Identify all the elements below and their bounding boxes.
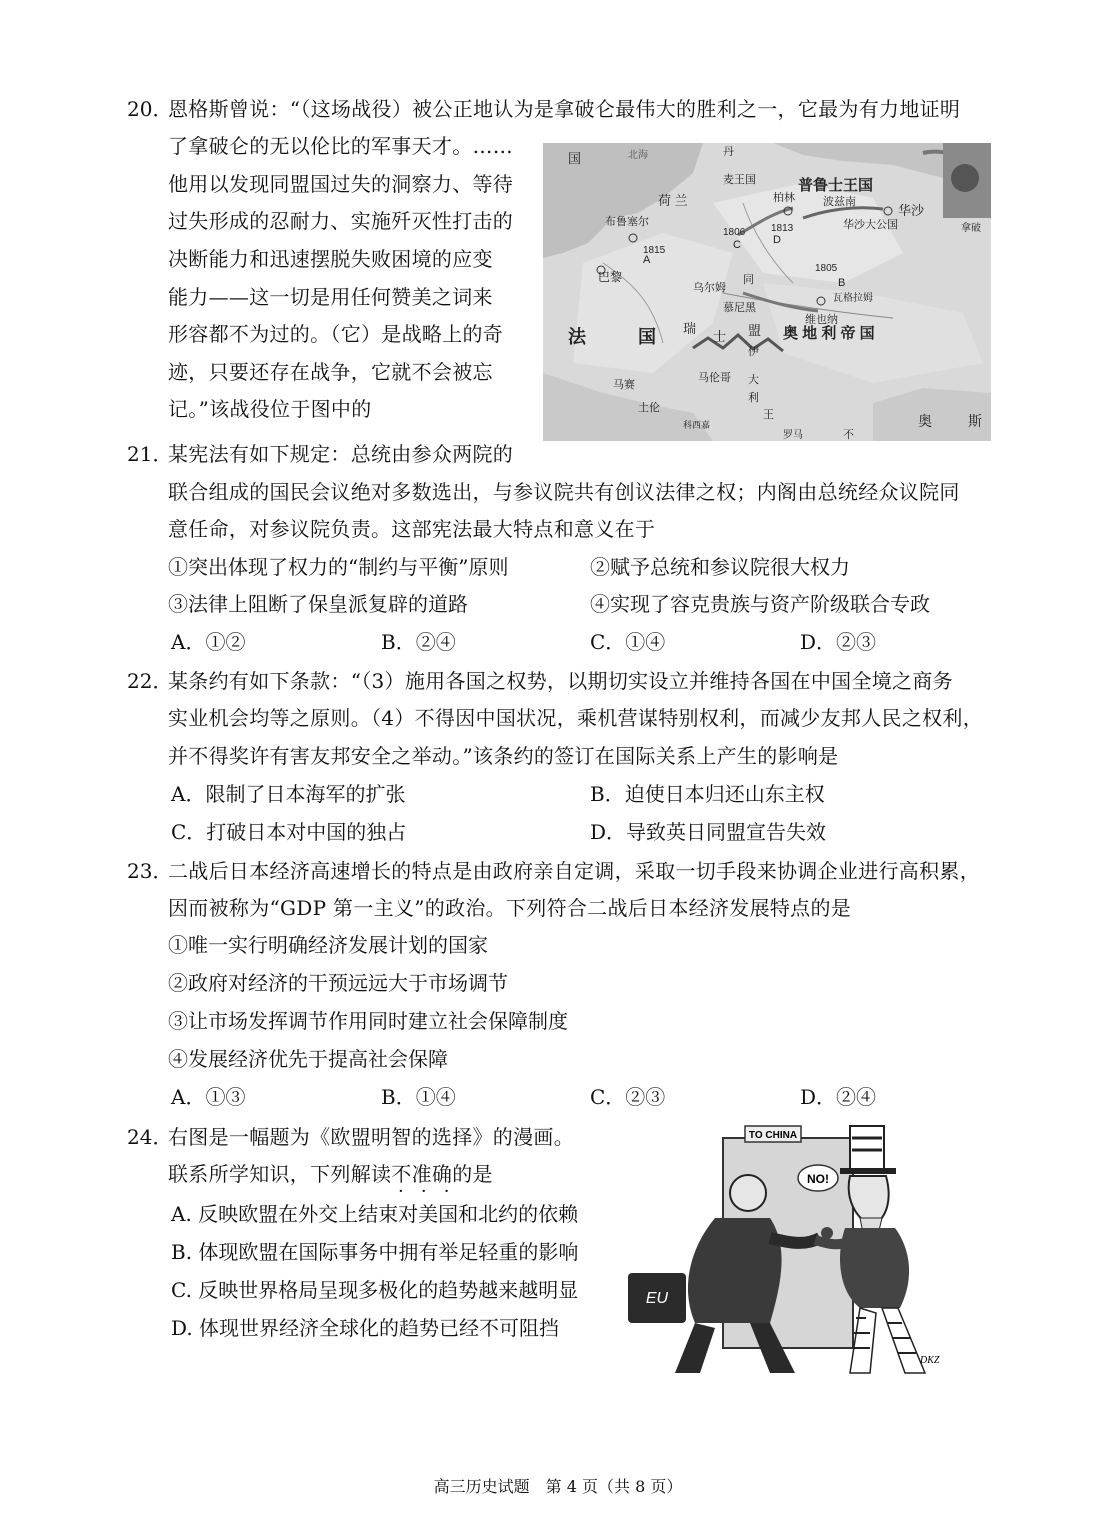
answer-option-c[interactable]: C. 反映世界格局呈现多极化的趋势越来越明显	[171, 1278, 579, 1302]
answer-option-d[interactable]: D．②④	[800, 1085, 877, 1109]
map-label: 马伦哥	[698, 372, 731, 384]
question-number: 22．	[127, 669, 173, 693]
answer-option-a[interactable]: A．①②	[171, 630, 246, 654]
question-number: 20．	[127, 97, 173, 121]
map-label: 瓦格拉姆	[833, 293, 873, 304]
speech-bubble-text: NO!	[807, 1172, 829, 1186]
map-point-label: B	[838, 277, 846, 289]
answer-option-a[interactable]: A．限制了日本海军的扩张	[171, 782, 406, 806]
map-label: 科西嘉	[683, 420, 711, 430]
map-label: 华沙	[898, 203, 925, 218]
question-text-line: 某条约有如下条款：“（3）施用各国之权势，以期切实设立并维持各国在中国全境之商务	[168, 669, 953, 693]
statement-item: ②政府对经济的干预远远大于市场调节	[168, 971, 508, 995]
answer-option-b[interactable]: B．②④	[381, 630, 456, 654]
map-label: 巴黎	[598, 270, 623, 284]
question-text-line: 某宪法有如下规定：总统由参众两院的	[168, 442, 514, 466]
question-number: 21．	[127, 442, 173, 466]
statement-item: ④实现了容克贵族与资产阶级联合专政	[590, 592, 930, 616]
question-text-line: 记。”该战役位于图中的	[168, 397, 372, 421]
answer-option-a[interactable]: A．①③	[171, 1085, 246, 1109]
answer-option-c[interactable]: C．②③	[590, 1085, 666, 1109]
map-label: 华沙大公国	[843, 219, 898, 231]
map-label: 麦王国	[723, 174, 756, 186]
question-text-line: 形容都不为过的。（它）是战略上的奇	[168, 322, 504, 346]
napoleon-campaign-map	[543, 143, 991, 441]
map-label: 马赛	[613, 379, 635, 391]
map-point-label: C	[733, 239, 741, 251]
map-label: 大	[748, 374, 759, 386]
answer-option-c[interactable]: C．打破日本对中国的独占	[171, 820, 407, 844]
map-label: 国	[568, 151, 582, 166]
map-label: 拿破	[961, 223, 981, 234]
map-label: 奥	[918, 413, 932, 429]
statement-item: ③法律上阻断了保皇派复辟的道路	[168, 592, 468, 616]
map-label: 波兹南	[823, 196, 856, 208]
briefcase-label: EU	[645, 1290, 669, 1307]
map-label: 斯	[968, 413, 982, 429]
question-text-line: 了拿破仑的无以伦比的军事天才。……	[168, 134, 514, 158]
map-point-label: D	[773, 234, 781, 246]
map-label: 维也纳	[805, 314, 838, 326]
question-number: 23．	[127, 859, 173, 883]
map-label: 普鲁士王国	[798, 177, 874, 194]
map-label: 国	[638, 327, 656, 347]
map-label: 伊	[748, 346, 759, 358]
question-text-line: 能力——这一切是用任何赞美之词来	[168, 285, 493, 309]
map-label: 柏林	[773, 192, 795, 204]
map-label: 王	[763, 409, 774, 421]
map-label: 罗马	[783, 430, 803, 441]
question-text-line: 意任命，对参议院负责。这部宪法最大特点和意义在于	[168, 517, 656, 541]
map-label: 乌尔姆	[693, 282, 726, 294]
map-label: 丹	[723, 146, 734, 158]
answer-option-a[interactable]: A. 反映欧盟在外交上结束对美国和北约的依赖	[171, 1202, 579, 1226]
map-label: 士	[713, 329, 727, 344]
answer-option-b[interactable]: B. 体现欧盟在国际事务中拥有举足轻重的影响	[171, 1240, 579, 1264]
map-label: 布鲁塞尔	[605, 216, 649, 228]
map-label: 1806	[723, 227, 746, 238]
statement-item: ③让市场发挥调节作用同时建立社会保障制度	[168, 1009, 568, 1033]
map-label: 慕尼黑	[723, 302, 756, 314]
question-number: 24．	[127, 1125, 173, 1149]
map-label: 瑞	[683, 321, 697, 336]
question-text-line: 决断能力和迅速摆脱失败困境的应变	[168, 247, 493, 271]
question-text-line: 二战后日本经济高速增长的特点是由政府亲自定调，采取一切手段来协调企业进行高积累，	[168, 859, 980, 883]
answer-option-d[interactable]: D. 体现世界经济全球化的趋势已经不可阻挡	[171, 1316, 560, 1340]
answer-option-c[interactable]: C．①④	[590, 630, 666, 654]
statement-item: ④发展经济优先于提高社会保障	[168, 1047, 448, 1071]
emphasis-dots: · · ·	[398, 1181, 450, 1202]
question-text-line: 并不得奖许有害友邦安全之举动。”该条约的签订在国际关系上产生的影响是	[168, 744, 839, 768]
question-text-line: 右图是一幅题为《欧盟明智的选择》的漫画。	[168, 1125, 574, 1149]
statement-item: ①唯一实行明确经济发展计划的国家	[168, 933, 488, 957]
question-text-line: 恩格斯曾说：“（这场战役）被公正地认为是拿破仑最伟大的胜利之一，它最为有力地证明	[168, 97, 961, 121]
question-text-line: 联系所学知识，下列解读不准确的是	[168, 1162, 493, 1186]
question-text-line: 因而被称为“GDP 第一主义”的政治。下列符合二战后日本经济发展特点的是	[168, 896, 852, 920]
map-label: 1815	[643, 245, 666, 256]
statement-item: ②赋予总统和参议院很大权力	[590, 555, 850, 579]
map-label: 法	[568, 327, 586, 347]
map-label: 土伦	[638, 402, 660, 414]
page-footer: 高三历史试题 第 4 页（共 8 页）	[433, 1477, 683, 1496]
map-label: 北海	[628, 150, 648, 161]
map-label: 荷 兰	[658, 193, 688, 208]
answer-option-b[interactable]: B．迫使日本归还山东主权	[590, 782, 825, 806]
artist-signature: DKZ	[920, 1355, 940, 1366]
map-point-label: A	[643, 254, 651, 266]
map-label: 1805	[815, 263, 838, 274]
eu-cartoon	[620, 1118, 992, 1380]
question-text-line: 过失形成的忍耐力、实施歼灭性打击的	[168, 209, 514, 233]
map-label: 盟	[748, 323, 762, 338]
map-label: 利	[748, 392, 759, 404]
map-label: 同	[743, 274, 754, 286]
question-text-line: 实业机会均等之原则。（4）不得因中国状况，乘机营谋特别权利，而减少友邦人民之权利，	[168, 706, 984, 730]
question-text-line: 他用以发现同盟国过失的洞察力、等待	[168, 172, 514, 196]
answer-option-d[interactable]: D．导致英日同盟宣告失效	[590, 820, 827, 844]
answer-option-b[interactable]: B．①④	[381, 1085, 456, 1109]
answer-option-d[interactable]: D．②③	[800, 630, 877, 654]
map-label: 奥 地 利 帝 国	[783, 325, 875, 342]
map-label: 1813	[771, 223, 794, 234]
map-label: 不	[843, 429, 854, 441]
question-text-line: 迹，只要还存在战争，它就不会被忘	[168, 360, 493, 384]
statement-item: ①突出体现了权力的“制约与平衡”原则	[168, 555, 509, 579]
cartoon-sign-text: TO CHINA	[748, 1130, 798, 1141]
question-text-line: 联合组成的国民会议绝对多数选出，与参议院共有创议法律之权；内阁由总统经众议院同	[168, 480, 960, 504]
